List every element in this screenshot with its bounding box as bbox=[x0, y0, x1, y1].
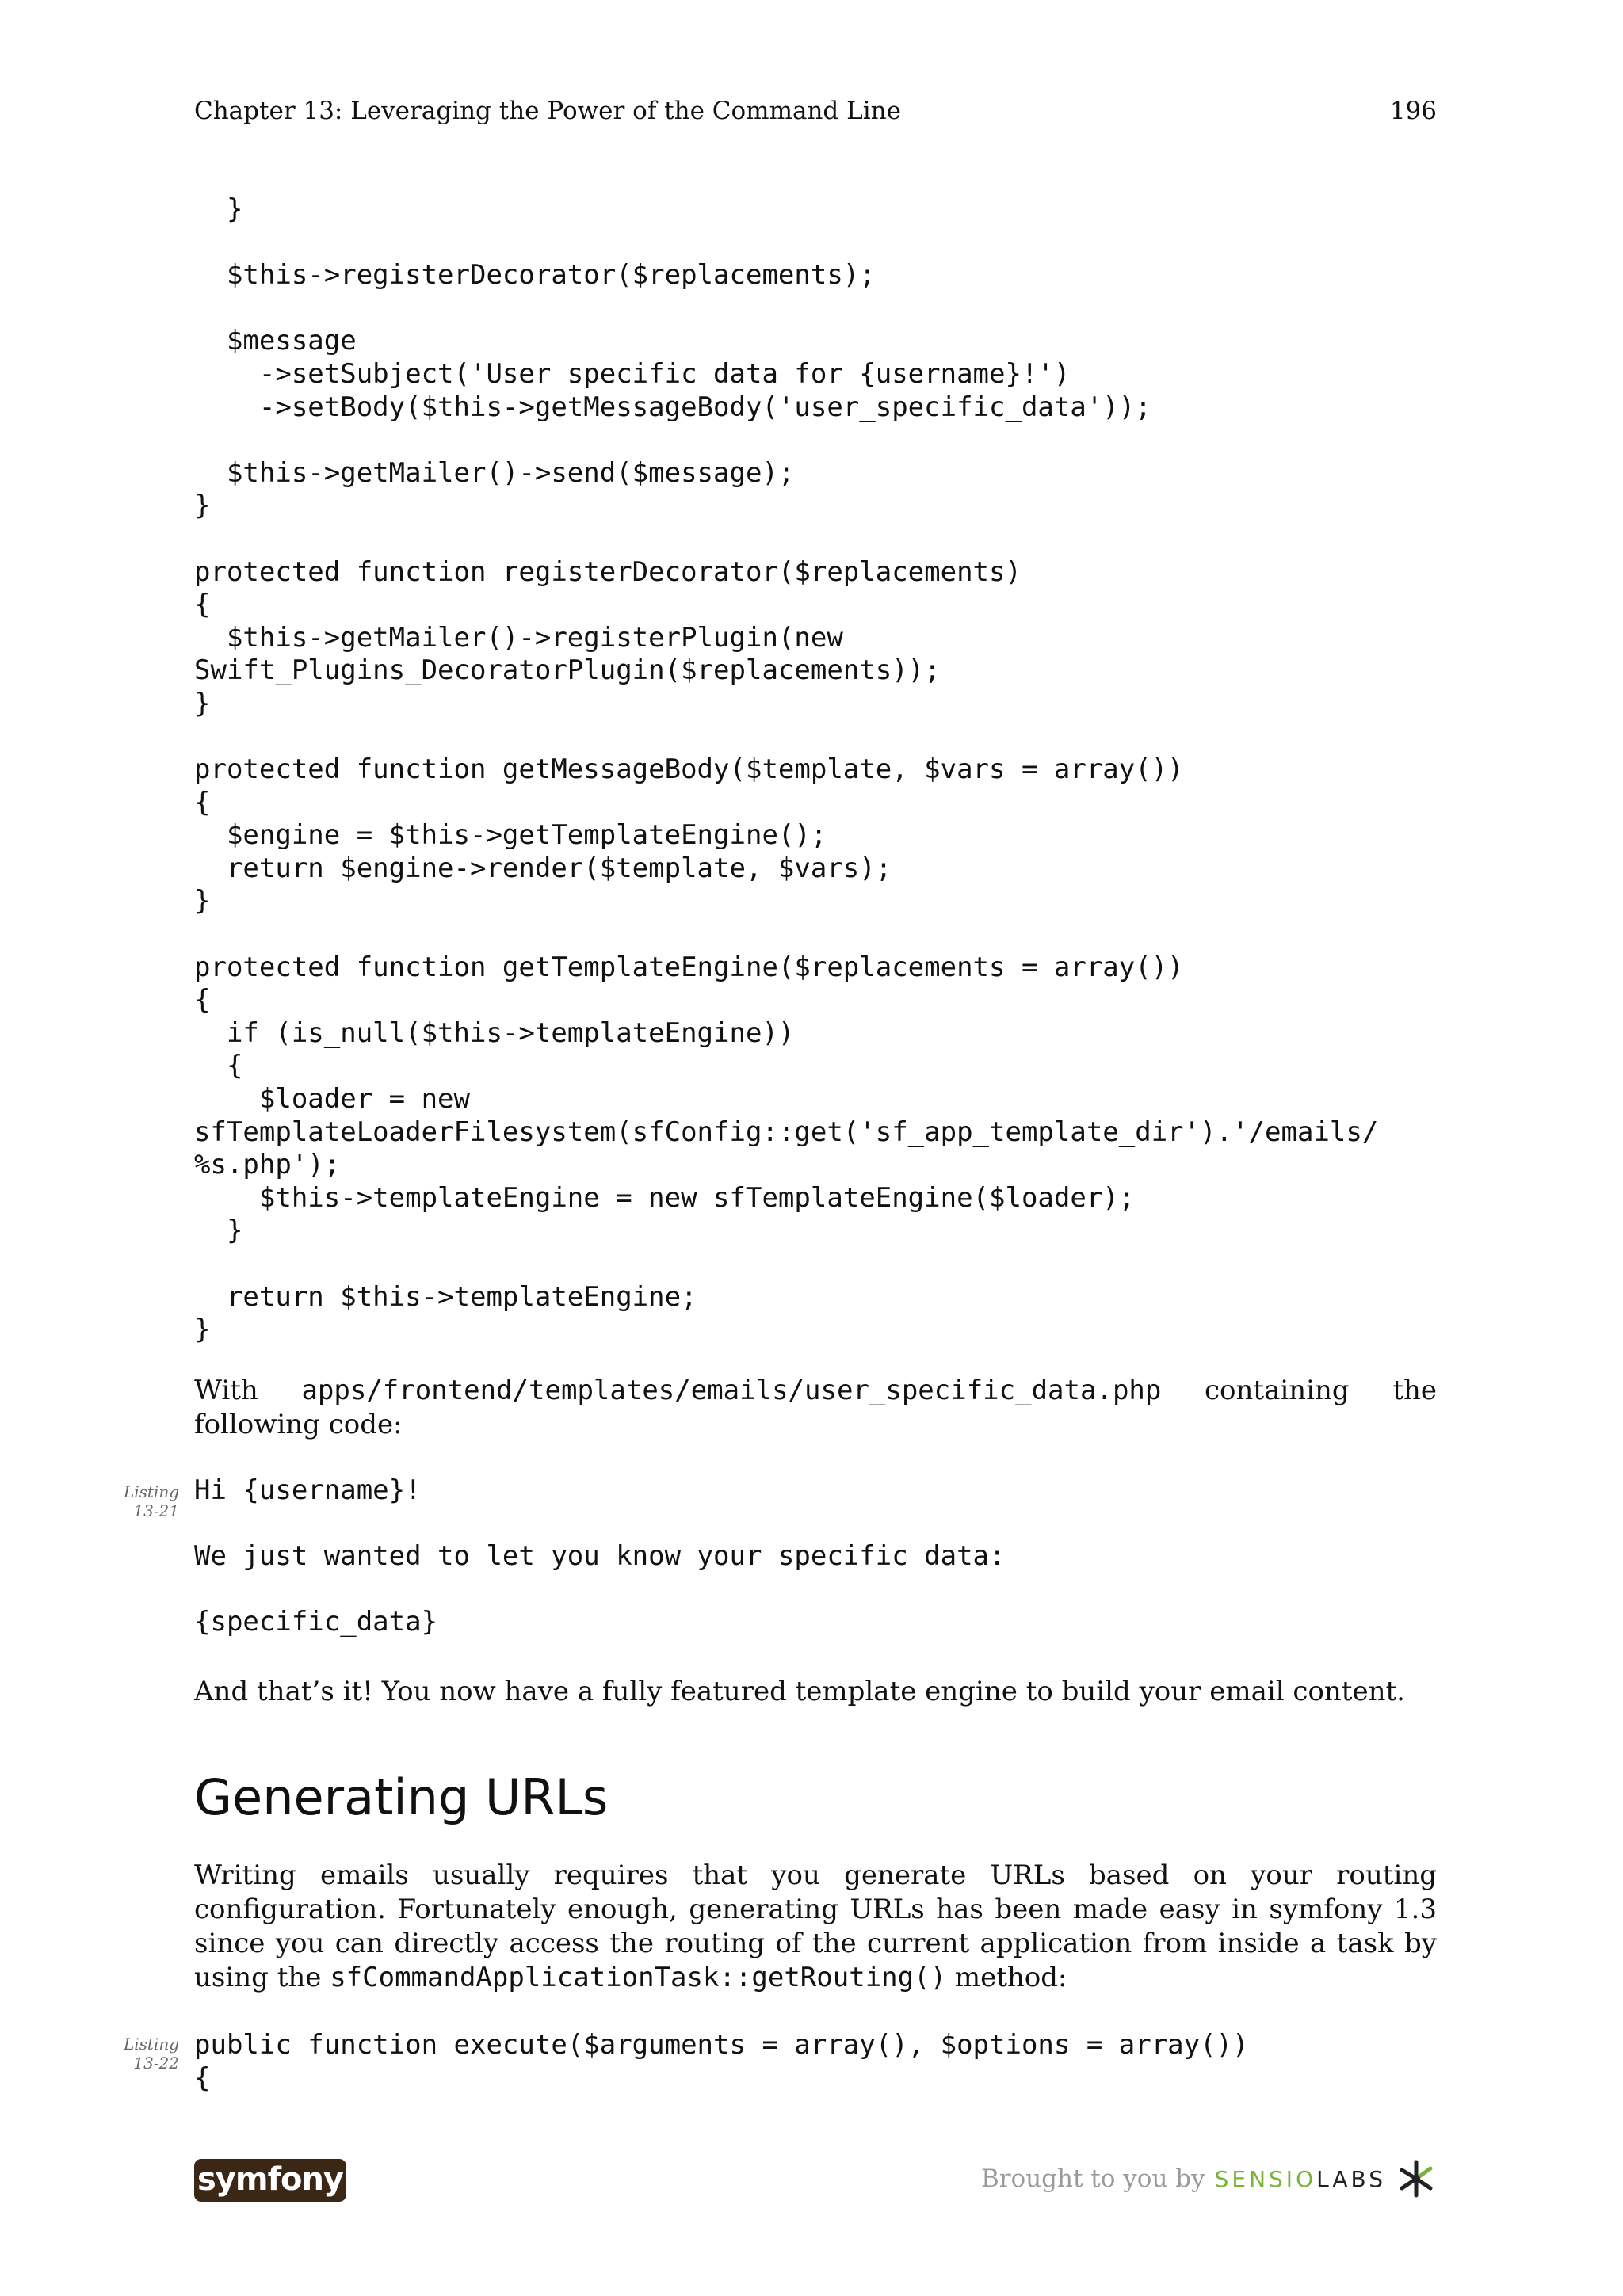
chapter-title: Chapter 13: Leveraging the Power of the Command Line bbox=[194, 97, 901, 125]
listing-word: Listing bbox=[123, 2035, 179, 2054]
listing-number: 13-21 bbox=[133, 1501, 179, 1520]
paragraph-generating-urls bbox=[194, 1859, 1437, 1995]
brand-labs: LABS bbox=[1316, 2165, 1386, 2192]
paragraph-text: Writing emails usually requires that you generate URLs based on your routing configuration. Fortunately enough, generating URLs has been made easy in symfony 1.3 since you can directly access the routing of the current application from inside a task by using the bbox=[194, 1859, 1437, 1993]
paragraph-template-intro bbox=[194, 1374, 1437, 1442]
listing-label bbox=[119, 1482, 179, 1520]
page-number: 196 bbox=[1389, 97, 1437, 125]
listing-word: Listing bbox=[123, 1482, 179, 1501]
inline-code-path: apps/frontend/templates/emails/user_specific_data.php bbox=[301, 1375, 1162, 1406]
paragraph-text: method: bbox=[946, 1962, 1067, 1993]
code-block-email-template: Hi {username}! We just wanted to let you know your specific data: {specific_data} bbox=[194, 1474, 1006, 1638]
symfony-logo: symfony bbox=[194, 2159, 346, 2202]
sensiolabs-logo bbox=[1215, 2166, 1386, 2192]
footer-credit bbox=[981, 2155, 1437, 2203]
code-block-execute: public function execute($arguments = array(), $options = array()) { bbox=[194, 2029, 1249, 2094]
page-header bbox=[194, 97, 1437, 128]
sensiolabs-star-icon bbox=[1396, 2158, 1437, 2199]
listing-label bbox=[119, 2035, 179, 2073]
listing-number: 13-22 bbox=[133, 2054, 179, 2073]
inline-code-method: sfCommandApplicationTask::getRouting() bbox=[330, 1962, 947, 1993]
paragraph-conclusion: And that’s it! You now have a fully featured template engine to build your email content. bbox=[194, 1676, 1405, 1707]
brought-by-text: Brought to you by bbox=[980, 2164, 1205, 2193]
section-heading: Generating URLs bbox=[194, 1768, 609, 1826]
paragraph-text: With bbox=[194, 1375, 302, 1406]
paragraph-text: containing the following code: bbox=[194, 1375, 1438, 1440]
brand-sensio: SENSIO bbox=[1214, 2165, 1317, 2192]
code-block-mailer-methods: } $this->registerDecorator($replacements); $message ->setSubject('User specific data for {username}!') ->setBody($this->getMessageBody('user_specific_data')); $this->getMailer()->send($message); } protected function registerDecorator($replacements) { $this->getMailer()->registerPlugin(new Swift_Plugins_DecoratorPlugin($replacements)); } protected function getMessageBody($template, $vars = array()) { $engine = $this->getTemplateEngine(); return $engine->render($template, $vars); } protected function getTemplateEngine($replacements = array()) { if (is_null($this->templateEngine)) { $loader = new sfTemplateLoaderFilesystem(sfConfig::get('sf_app_template_dir').'/emails/ %s.php'); $this->templateEngine = new sfTemplateEngine($loader); } return $this->templateEngine; } bbox=[194, 193, 1379, 1346]
